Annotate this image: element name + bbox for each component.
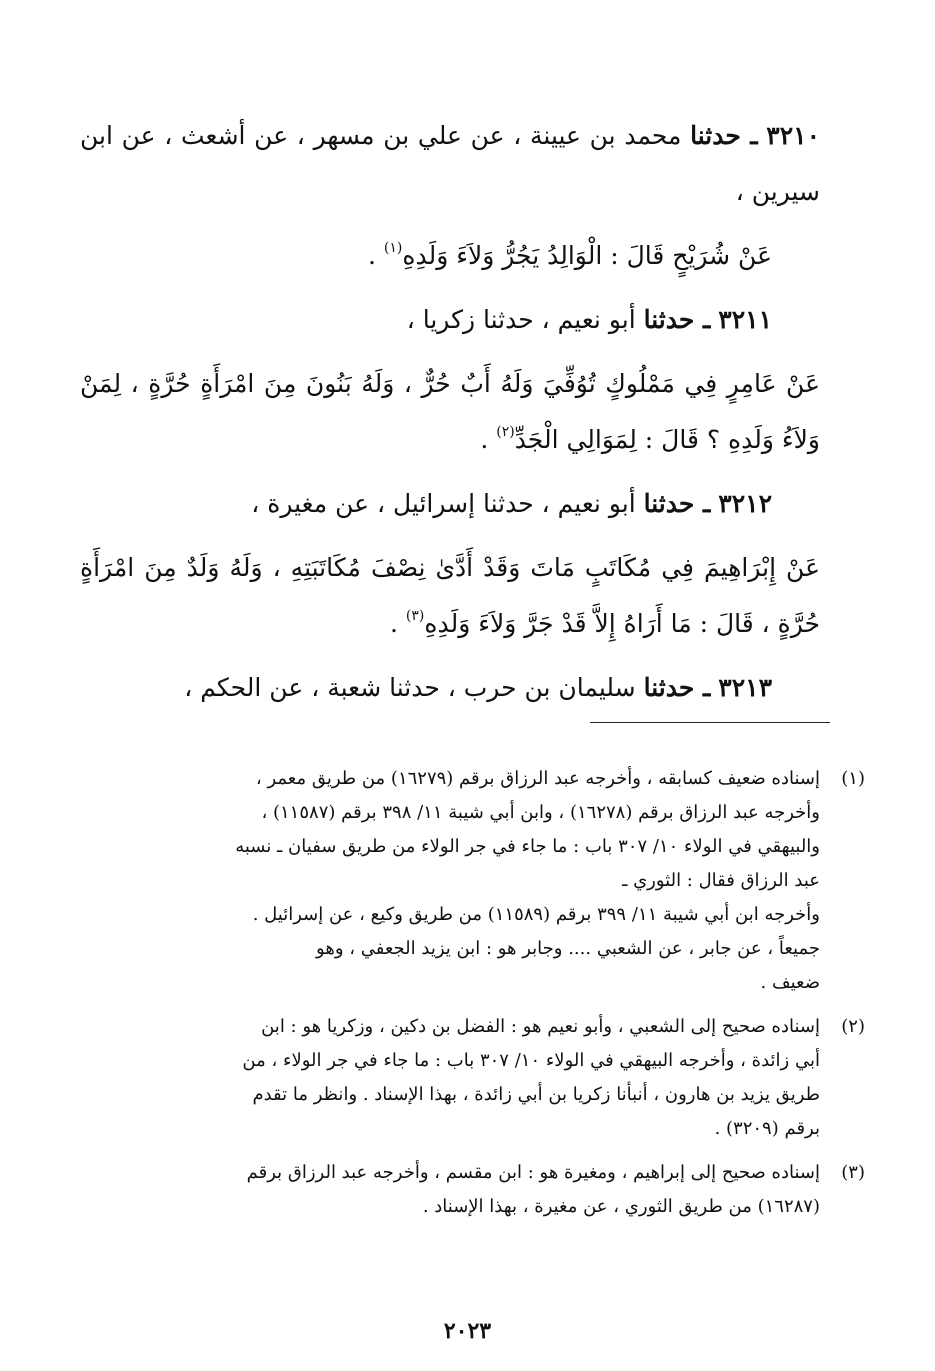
footnote-line: أبي زائدة ، وأخرجه البيهقي في الولاء ١٠/ ٣٠٧ باب : ما جاء في جر الولاء ، من bbox=[242, 1050, 820, 1071]
footnote-line: إسناده صحيح إلى الشعبي ، وأبو نعيم هو : الفضل بن دكين ، وزكريا هو : ابن bbox=[261, 1016, 820, 1037]
footnote-marker: (٣) bbox=[405, 608, 425, 624]
hadith-lead: ـ حدثنا bbox=[643, 489, 711, 518]
footnote-line: طريق يزيد بن هارون ، أنبأنا زكريا بن أبي زائدة ، بهذا الإسناد . وانظر ما تقدم bbox=[252, 1084, 820, 1105]
page-number: ٢٠٢٣ bbox=[443, 1318, 492, 1344]
footnote-separator bbox=[590, 722, 830, 723]
footnote-line: (١٦٢٨٧) من طريق الثوري ، عن مغيرة ، بهذا الإسناد . bbox=[422, 1196, 820, 1217]
footnote-number: (١) bbox=[841, 768, 865, 789]
hadith-matn bbox=[80, 228, 820, 284]
hadith-isnad bbox=[80, 108, 820, 220]
footnote bbox=[90, 1156, 865, 1224]
hadith-number: ٣٢١٢ bbox=[718, 489, 772, 518]
footnote-body bbox=[90, 762, 820, 1000]
footnote-line: عبد الرزاق فقال : الثوري ـ bbox=[622, 870, 820, 891]
footnote-body bbox=[90, 1156, 820, 1224]
hadith-number: ٣٢١٣ bbox=[718, 673, 772, 702]
hadith-number: ٣٢١٠ bbox=[766, 121, 820, 150]
hadith-matn bbox=[80, 356, 820, 468]
footnote-line: وأخرجه عبد الرزاق برقم (١٦٢٧٨) ، وابن أبي شيبة ١١/ ٣٩٨ برقم (١١٥٨٧) ، bbox=[261, 802, 820, 823]
footnote-marker: (١) bbox=[383, 240, 403, 256]
footnote-number: (٣) bbox=[841, 1162, 865, 1183]
footnote bbox=[90, 762, 865, 1000]
hadith-lead: ـ حدثنا bbox=[690, 121, 758, 150]
matn-text: عَنْ إِبْرَاهِيمَ فِي مُكَاتَبٍ مَاتَ وَقَدْ أَدَّىٰ نِصْفَ مُكَاتَبَتِهِ ، وَلَهُ وَلَدٌ مِنَ امْرَأَةٍ حُرَّةٍ ، قَالَ : مَا أَرَاهُ إِلاَّ قَدْ جَرَّ وَلاَءَ وَلَدِهِ bbox=[80, 553, 820, 638]
footnote-line: جميعاً ، عن جابر ، عن الشعبي .... وجابر هو : ابن يزيد الجعفي ، وهو bbox=[316, 938, 820, 959]
footnotes bbox=[90, 762, 865, 1234]
hadith-lead: ـ حدثنا bbox=[643, 673, 711, 702]
matn-end: . bbox=[480, 425, 497, 454]
isnad-text: أبو نعيم ، حدثنا زكريا ، bbox=[406, 305, 636, 334]
matn-end: . bbox=[368, 241, 384, 270]
hadith-number: ٣٢١١ bbox=[718, 305, 772, 334]
hadith-matn bbox=[80, 540, 820, 652]
hadith-isnad bbox=[80, 476, 820, 532]
isnad-text: أبو نعيم ، حدثنا إسرائيل ، عن مغيرة ، bbox=[251, 489, 636, 518]
hadith-isnad bbox=[80, 292, 820, 348]
matn-text: عَنْ شُرَيْحٍ قَالَ : الْوَالِدُ يَجُرُّ وَلاَءَ وَلَدِهِ bbox=[402, 241, 772, 270]
footnote bbox=[90, 1010, 865, 1146]
isnad-text: سليمان بن حرب ، حدثنا شعبة ، عن الحكم ، bbox=[184, 673, 636, 702]
matn-text: عَنْ عَامِرٍ فِي مَمْلُوكٍ تُوُفِّيَ وَلَهُ أَبٌ حُرٌّ ، وَلَهُ بَنُونَ مِنَ امْرَأَةٍ حُرَّةٍ ، لِمَنْ وَلاَءُ وَلَدِهِ ؟ قَالَ : لِمَوَالِي الْجَدِّ bbox=[80, 369, 820, 454]
main-text bbox=[80, 108, 820, 724]
footnote-line: ضعيف . bbox=[760, 972, 820, 993]
matn-end: . bbox=[389, 609, 406, 638]
footnote-line: والبيهقي في الولاء ١٠/ ٣٠٧ باب : ما جاء في جر الولاء من طريق سفيان ـ نسبه bbox=[235, 836, 820, 857]
footnote-line: إسناده ضعيف كسابقه ، وأخرجه عبد الرزاق برقم (١٦٢٧٩) من طريق معمر ، bbox=[255, 768, 820, 789]
footnote-body bbox=[90, 1010, 820, 1146]
footnote-line: برقم (٣٢٠٩) . bbox=[714, 1118, 820, 1139]
hadith-lead: ـ حدثنا bbox=[643, 305, 711, 334]
footnote-marker: (٢) bbox=[496, 424, 515, 440]
hadith-isnad bbox=[80, 660, 820, 716]
footnote-number: (٢) bbox=[841, 1016, 865, 1037]
isnad-text: محمد بن عيينة ، عن علي بن مسهر ، عن أشعث ، عن ابن سيرين ، bbox=[80, 121, 820, 206]
footnote-line: إسناده صحيح إلى إبراهيم ، ومغيرة هو : ابن مقسم ، وأخرجه عبد الرزاق برقم bbox=[246, 1162, 820, 1183]
footnote-line: وأخرجه ابن أبي شيبة ١١/ ٣٩٩ برقم (١١٥٨٩) من طريق وكيع ، عن إسرائيل . bbox=[252, 904, 820, 925]
